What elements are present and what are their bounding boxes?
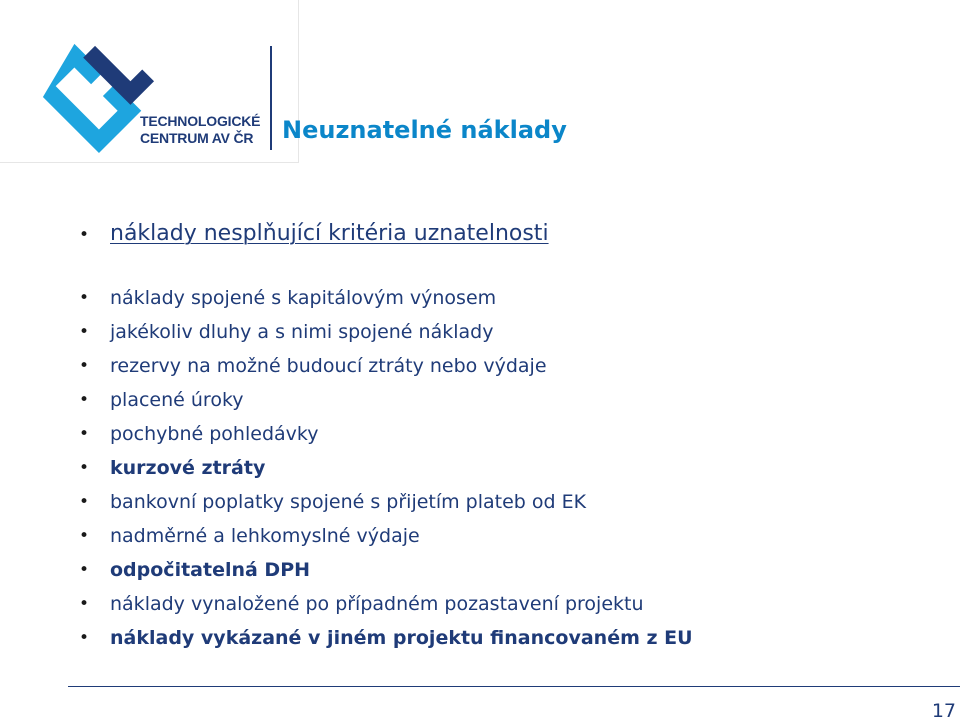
lead-list-item <box>79 218 549 250</box>
bullet-list <box>79 281 693 655</box>
bullet-icon: • <box>79 628 90 648</box>
list-item-text: bankovní poplatky spojené s přijetím plateb od EK <box>110 491 587 513</box>
list-item <box>79 553 693 587</box>
list-item-text: náklady spojené s kapitálovým výnosem <box>110 287 497 309</box>
list-item-text: pochybné pohledávky <box>110 423 319 445</box>
bullet-icon: • <box>79 322 90 342</box>
logo-text-line2: CENTRUM AV ČR <box>140 130 254 146</box>
list-item-text: nadměrné a lehkomyslné výdaje <box>110 525 420 547</box>
list-item-text: náklady vynaložené po případném pozastavení projektu <box>110 593 644 615</box>
bullet-icon: • <box>79 225 90 245</box>
bullet-icon: • <box>79 526 90 546</box>
list-item-text: kurzové ztráty <box>110 457 266 479</box>
list-item <box>79 417 693 451</box>
list-item-text: placené úroky <box>110 389 244 411</box>
tc-logo-icon <box>38 38 156 156</box>
bullet-icon: • <box>79 492 90 512</box>
bullet-icon: • <box>79 390 90 410</box>
list-item-text: náklady nesplňující kritéria uznatelnosti <box>110 221 549 246</box>
lead-list <box>79 218 549 250</box>
list-item <box>79 621 693 655</box>
bullet-icon: • <box>79 560 90 580</box>
list-item <box>79 587 693 621</box>
bullet-icon: • <box>79 594 90 614</box>
list-item <box>79 485 693 519</box>
bullet-icon: • <box>79 458 90 478</box>
list-item-text: náklady vykázané v jiném projektu financovaném z EU <box>110 627 693 649</box>
page-number: 17 <box>931 700 956 722</box>
list-item <box>79 349 693 383</box>
list-item <box>79 383 693 417</box>
list-item-text: jakékoliv dluhy a s nimi spojené náklady <box>110 321 494 343</box>
list-item-text: rezervy na možné budoucí ztráty nebo výdaje <box>110 355 547 377</box>
bullet-icon: • <box>79 288 90 308</box>
logo-wordmark <box>140 113 260 147</box>
list-item <box>79 315 693 349</box>
bullet-icon: • <box>79 356 90 376</box>
footer-divider <box>68 686 960 687</box>
list-item <box>79 451 693 485</box>
list-item-text: odpočitatelná DPH <box>110 559 311 581</box>
page-title: Neuznatelné náklady <box>282 116 567 144</box>
title-divider <box>270 46 272 150</box>
list-item <box>79 281 693 315</box>
logo-panel <box>0 0 299 163</box>
logo-text-line1: TECHNOLOGICKÉ <box>140 113 261 129</box>
bullet-icon: • <box>79 424 90 444</box>
list-item <box>79 519 693 553</box>
